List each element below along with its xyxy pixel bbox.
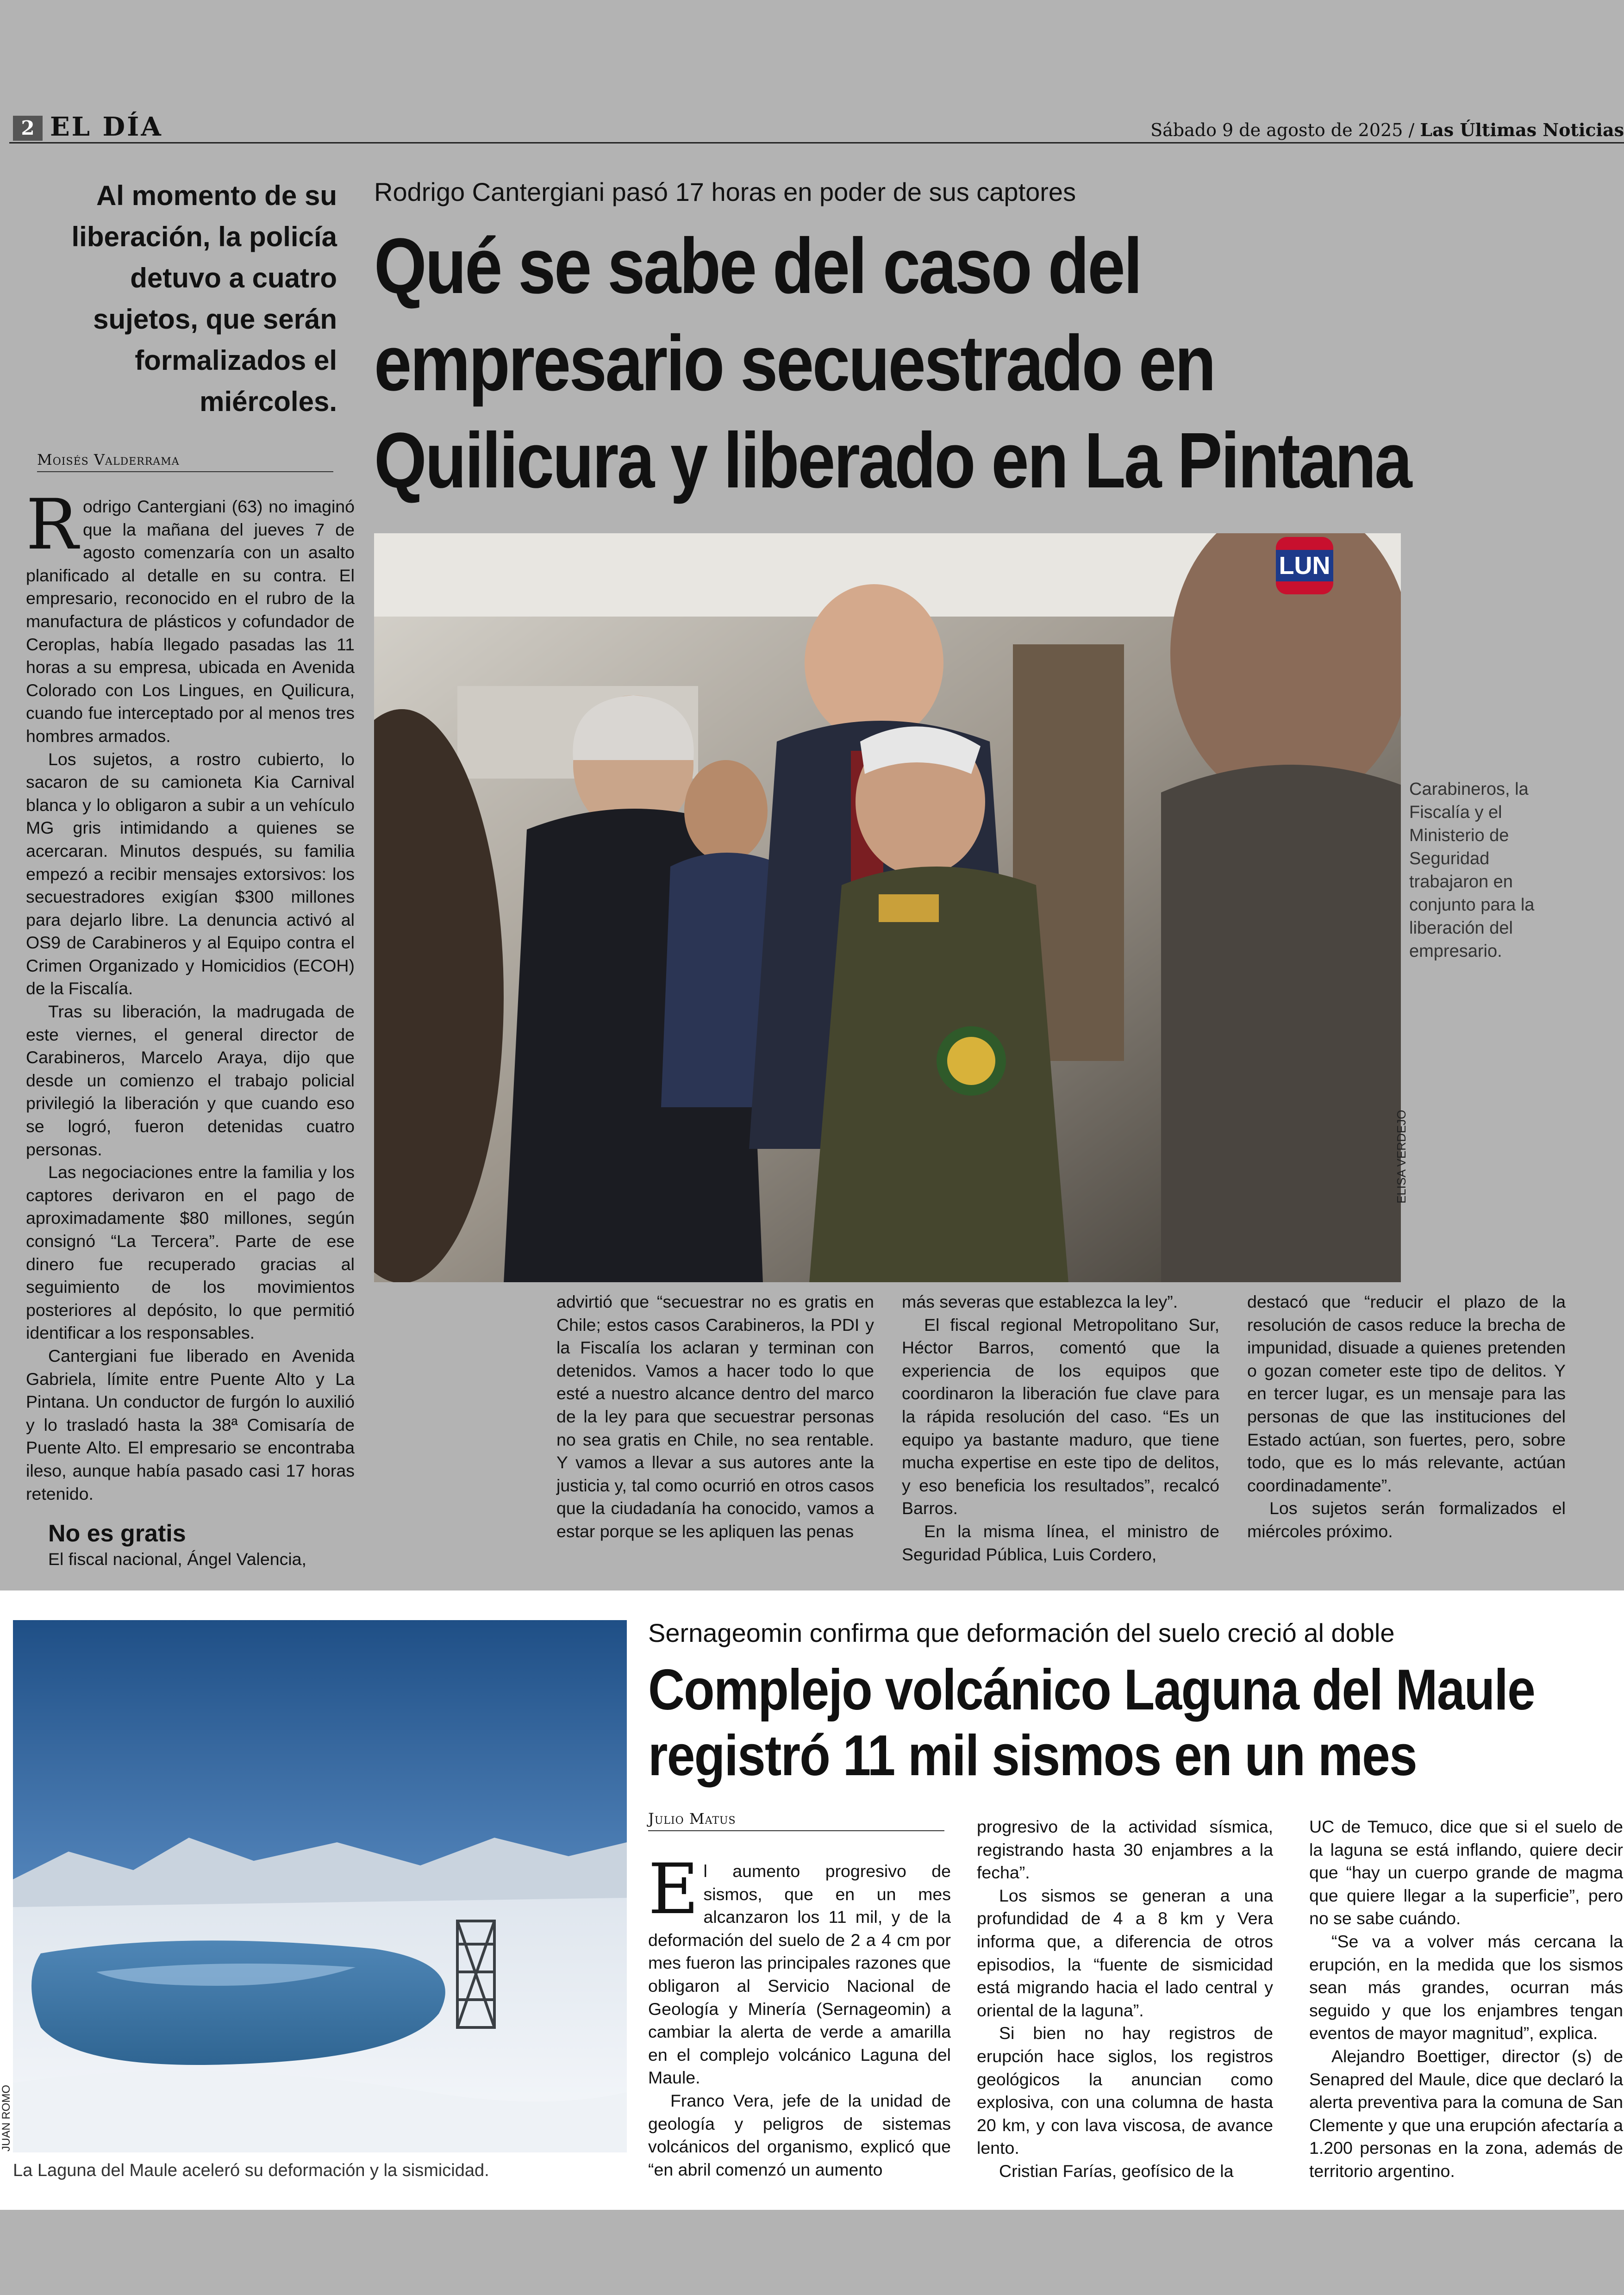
paragraph: En la misma línea, el ministro de Seguridad Pública, Luis Cordero, [902, 1521, 1219, 1564]
byline: Julio Matus [648, 1810, 944, 1831]
paragraph: El fiscal regional Metropolitano Sur, Héctor Barros, comentó que la experiencia de los equipos que coordinaron la liberación fue clave para la rápida resolución del caso. “Es un equipo ya bastante maduro, que tiene mucha expertise en este tipo de delitos, y eso beneficia los resultados”, recalcó Barros. [902, 1315, 1219, 1518]
article-headline [374, 218, 1445, 509]
paragraph: El fiscal nacional, Ángel Valencia, [48, 1549, 306, 1569]
laguna-del-maule-photo [13, 1620, 627, 2152]
headline-line: Complejo volcánico Laguna del Maule [648, 1658, 1535, 1722]
paragraph: más severas que establezca la ley”. [902, 1292, 1178, 1311]
photo-caption: Carabineros, la Fiscalía y el Ministerio de Seguridad trabajaron en conjunto para la liberación del empresario. [1409, 780, 1535, 961]
dateline [1150, 118, 1624, 142]
issue-date: Sábado 9 de agosto de 2025 [1150, 120, 1403, 140]
paragraph: Los sujetos, a rostro cubierto, lo sacaron de su camioneta Kia Carnival blanca y lo obligaron a subir a un vehículo MG gris intimidando a quienes se acercaran. Minutos después, su familia empezó a recibir mensajes extorsivos: los secuestradores exigían $300 millones para dejarlo libre. La denuncia activó al OS9 de Carabineros y al Equipo contra el Crimen Organizado y Homicidios (ECOH) de la Fiscalía. [26, 749, 355, 998]
paragraph: “Se va a volver más cercana la erupción, en la medida que los sismos sean más grandes, ocurran más seguido y que los enjambres tengan eventos de mayor magnitud”, explica. [1309, 1931, 1623, 2043]
photo-credit: JUAN ROMO [0, 2085, 12, 2152]
paragraph: Cantergiani fue liberado en Avenida Gabriela, límite entre Puente Alto y La Pintana. Un conductor de furgón lo auxilió y lo trasladó hasta la 38ª Comisaría de Puente Alto. El empresario se encontraba ileso, aunque había pasado casi 17 horas retenido. [26, 1346, 355, 1503]
article-column [902, 1291, 1219, 1566]
drop-cap: R [26, 485, 78, 565]
paragraph: UC de Temuco, dice que si el suelo de la laguna se está inflando, quiere decir que “hay un cuerpo grande de magma que quiere llegar a la superficie”, pero no se sabe cuándo. [1309, 1817, 1623, 1928]
paragraph [648, 1849, 951, 2089]
paragraph: Si bien no hay registros de erupción hace siglos, los registros geológicos la anuncian como explosiva, con una columna de hasta 20 km, y con lava viscosa, de avance lento. [977, 2023, 1273, 2158]
article-column [1247, 1291, 1566, 1543]
photo-caption: La Laguna del Maule aceleró su deformación y la sismicidad. [13, 2161, 489, 2180]
paragraph: destacó que “reducir el plazo de la resolución de casos reduce la brecha de impunidad, disuade a quienes pretenden o gozan cometer este tipo de delitos. Y en tercer lugar, es un mensaje para las personas de que las instituciones del Estado actúan, son fuertes, pero, sobre todo, que es lo más relevante, actúan coordinadamente”. [1247, 1292, 1566, 1495]
dateline-separator: / [1403, 120, 1420, 140]
article-column [648, 1849, 951, 2181]
headline-line: registró 11 mil sismos en un mes [648, 1724, 1417, 1788]
lun-logo [1276, 537, 1333, 594]
paragraph-text: odrigo Cantergiani (63) no imaginó que la mañana del jueves 7 de agosto comenzaría con un asalto planificado al detalle en su contra. El empresario, reconocido en el rubro de la manufactura de plásticos y cofundador de Ceroplas, había llegado pasadas las 11 horas a su empresa, ubicada en Avenida Colorado con Los Lingues, en Quilicura, cuando fue interceptado por al menos tres hombres armados. [26, 497, 355, 746]
news-photo [374, 533, 1401, 1282]
paragraph: Las negociaciones entre la familia y los captores derivaron en el pago de aproximadamente $80 millones, según consignó “La Tercera”. Parte de ese dinero fue recuperado gracias al seguimiento de los movimientos posteriores al depósito, lo que permitió identificar a los responsables. [26, 1162, 355, 1343]
article-column [26, 485, 355, 1571]
paragraph: Los sujetos serán formalizados el miércoles próximo. [1247, 1498, 1566, 1541]
article-kicker: Rodrigo Cantergiani pasó 17 horas en poder de sus captores [374, 177, 1076, 206]
pull-quote: Al momento de su liberación, la policía detuvo a cuatro sujetos, que serán formalizados el miércoles. [71, 180, 337, 417]
subheading: No es gratis [48, 1520, 186, 1547]
photo-credit: ELISA VERDEJO [1394, 1110, 1408, 1204]
paragraph: Cristian Farías, geofísico de la [999, 2161, 1234, 2181]
paragraph: Tras su liberación, la madrugada de este viernes, el general director de Carabineros, Marcelo Araya, dijo que desde un comienzo el trabajo policial privilegió la liberación y que cuando eso se logró, fueron detenidas cuatro personas. [26, 1002, 355, 1159]
article-kicker: Sernageomin confirma que deformación del suelo creció al doble [648, 1618, 1395, 1647]
paragraph: Los sismos se generan a una profundidad de 4 a 8 km y Vera informa que, a diferencia de otros episodios, la “fuente de sismicidad está migrando hacia el lado central y oriental de la laguna”. [977, 1885, 1273, 2020]
paragraph [26, 485, 355, 748]
lagoon-photo [13, 1620, 627, 2152]
article-column [977, 1815, 1273, 2183]
paragraph: progresivo de la actividad sísmica, registrando hasta 30 enjambres a la fecha”. [977, 1817, 1273, 1883]
lun-logo-text: LUN [1279, 552, 1330, 580]
paragraph: Alejandro Boettiger, director (s) de Senapred del Maule, dice que declaró la alerta preventiva para la comuna de San Clemente y que una erupción afectaría a 1.200 personas en la zona, además de territorio argentino. [1309, 2046, 1623, 2181]
headline-line: empresario secuestrado en [374, 319, 1215, 407]
article-column [1309, 1815, 1623, 2183]
publication-name: Las Últimas Noticias [1420, 119, 1624, 140]
article-column [556, 1291, 874, 1543]
paragraph: advirtió que “secuestrar no es gratis en Chile; estos casos Carabineros, la PDI y la Fiscalía los aclaran y terminan con detenidos. Vamos a hacer todo lo que esté a nuestro alcance dentro del marco de la ley para que secuestrar personas no sea gratis en Chile, no sea rentable. Y vamos a llevar a sus autores ante la justicia y, tal como ocurrió en otros casos que la ciudadanía ha conocido, vamos a estar porque se les apliquen las penas [556, 1292, 874, 1541]
officials-meeting-photo [374, 533, 1401, 1282]
headline-line: Quilicura y liberado en La Pintana [374, 417, 1411, 505]
headline-line: Qué se sabe del caso del [374, 222, 1141, 310]
drop-cap: E [648, 1849, 699, 1930]
page-number: 2 [13, 116, 43, 141]
article-headline [648, 1657, 1535, 1789]
section-name: EL DÍA [50, 112, 163, 142]
page-header [9, 113, 1624, 143]
paragraph-text: l aumento progresivo de sismos, que en un mes alcanzaron los 11 mil, y de la deformación del suelo de 2 a 4 cm por mes fueron las principales razones que obligaron al Servicio Nacional de Geología y Minería (Sernageomin) a cambiar la alerta de verde a amarilla en el complejo volcánico Laguna del Maule. [648, 1861, 951, 2088]
paragraph: Franco Vera, jefe de la unidad de geología y peligros de sistemas volcánicos del organismo, explicó que “en abril comenzó un aumento [648, 2090, 951, 2179]
byline: Moisés Valderrama [37, 451, 333, 472]
